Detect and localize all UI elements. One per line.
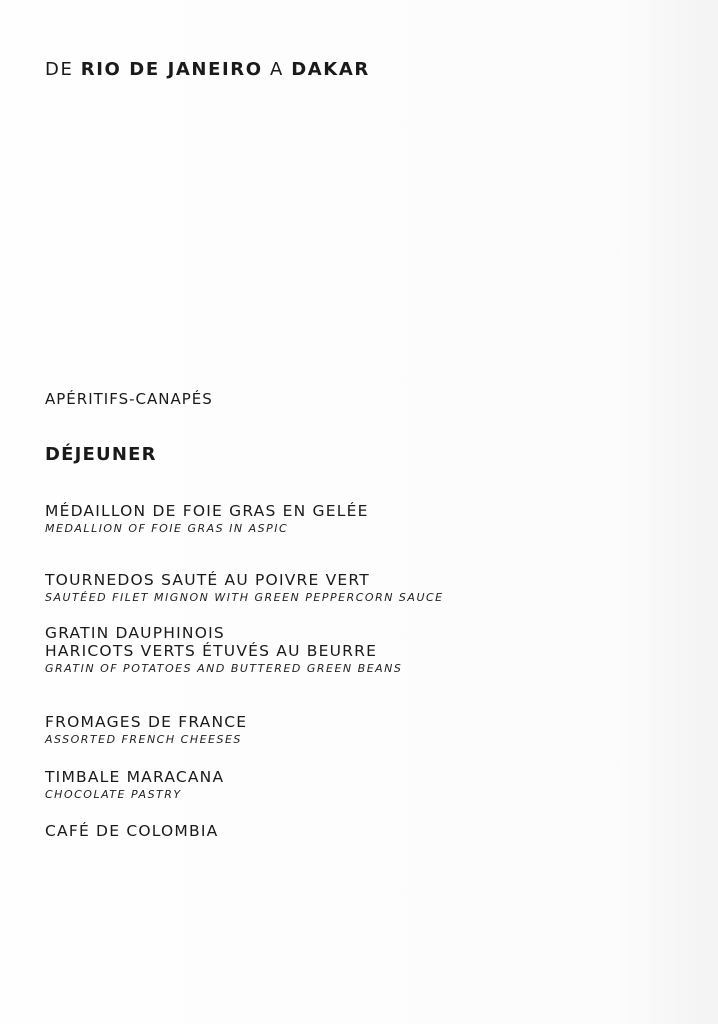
meal-title: DÉJEUNER bbox=[45, 444, 157, 465]
menu-item-en: SAUTÉED FILET MIGNON WITH GREEN PEPPERCORN SAUCE bbox=[45, 591, 444, 604]
menu-item-coffee bbox=[45, 822, 218, 840]
menu-item-en: MEDALLION OF FOIE GRAS IN ASPIC bbox=[45, 522, 289, 535]
route-title bbox=[45, 59, 370, 80]
route-destination: DAKAR bbox=[291, 59, 370, 80]
route-de: DE bbox=[45, 59, 74, 80]
menu-item-fr: CAFÉ DE COLOMBIA bbox=[45, 822, 219, 840]
menu-item-fr-line2: HARICOTS VERTS ÉTUVÉS AU BEURRE bbox=[45, 642, 378, 660]
menu-item-fr-line1: GRATIN DAUPHINOIS bbox=[45, 624, 225, 642]
menu-item-fr: TIMBALE MARACANA bbox=[45, 768, 225, 786]
menu-item-fr: TOURNEDOS SAUTÉ AU POIVRE VERT bbox=[45, 571, 370, 589]
menu-item-en: CHOCOLATE PASTRY bbox=[45, 788, 182, 801]
menu-item-dessert bbox=[45, 768, 224, 802]
route-origin: RIO DE JANEIRO bbox=[80, 59, 263, 80]
menu-item-cheese bbox=[45, 713, 247, 747]
menu-item-foie-gras bbox=[45, 502, 369, 536]
aperitifs-heading: APÉRITIFS-CANAPÉS bbox=[45, 390, 213, 408]
route-a: A bbox=[269, 59, 284, 80]
menu-item-fr: FROMAGES DE FRANCE bbox=[45, 713, 248, 731]
menu-item-tournedos bbox=[45, 571, 444, 605]
menu-item-fr: MÉDAILLON DE FOIE GRAS EN GELÉE bbox=[45, 502, 369, 520]
menu-item-sides bbox=[45, 624, 402, 676]
menu-item-en: ASSORTED FRENCH CHEESES bbox=[45, 733, 242, 746]
menu-item-en: GRATIN OF POTATOES AND BUTTERED GREEN BEANS bbox=[45, 662, 403, 675]
